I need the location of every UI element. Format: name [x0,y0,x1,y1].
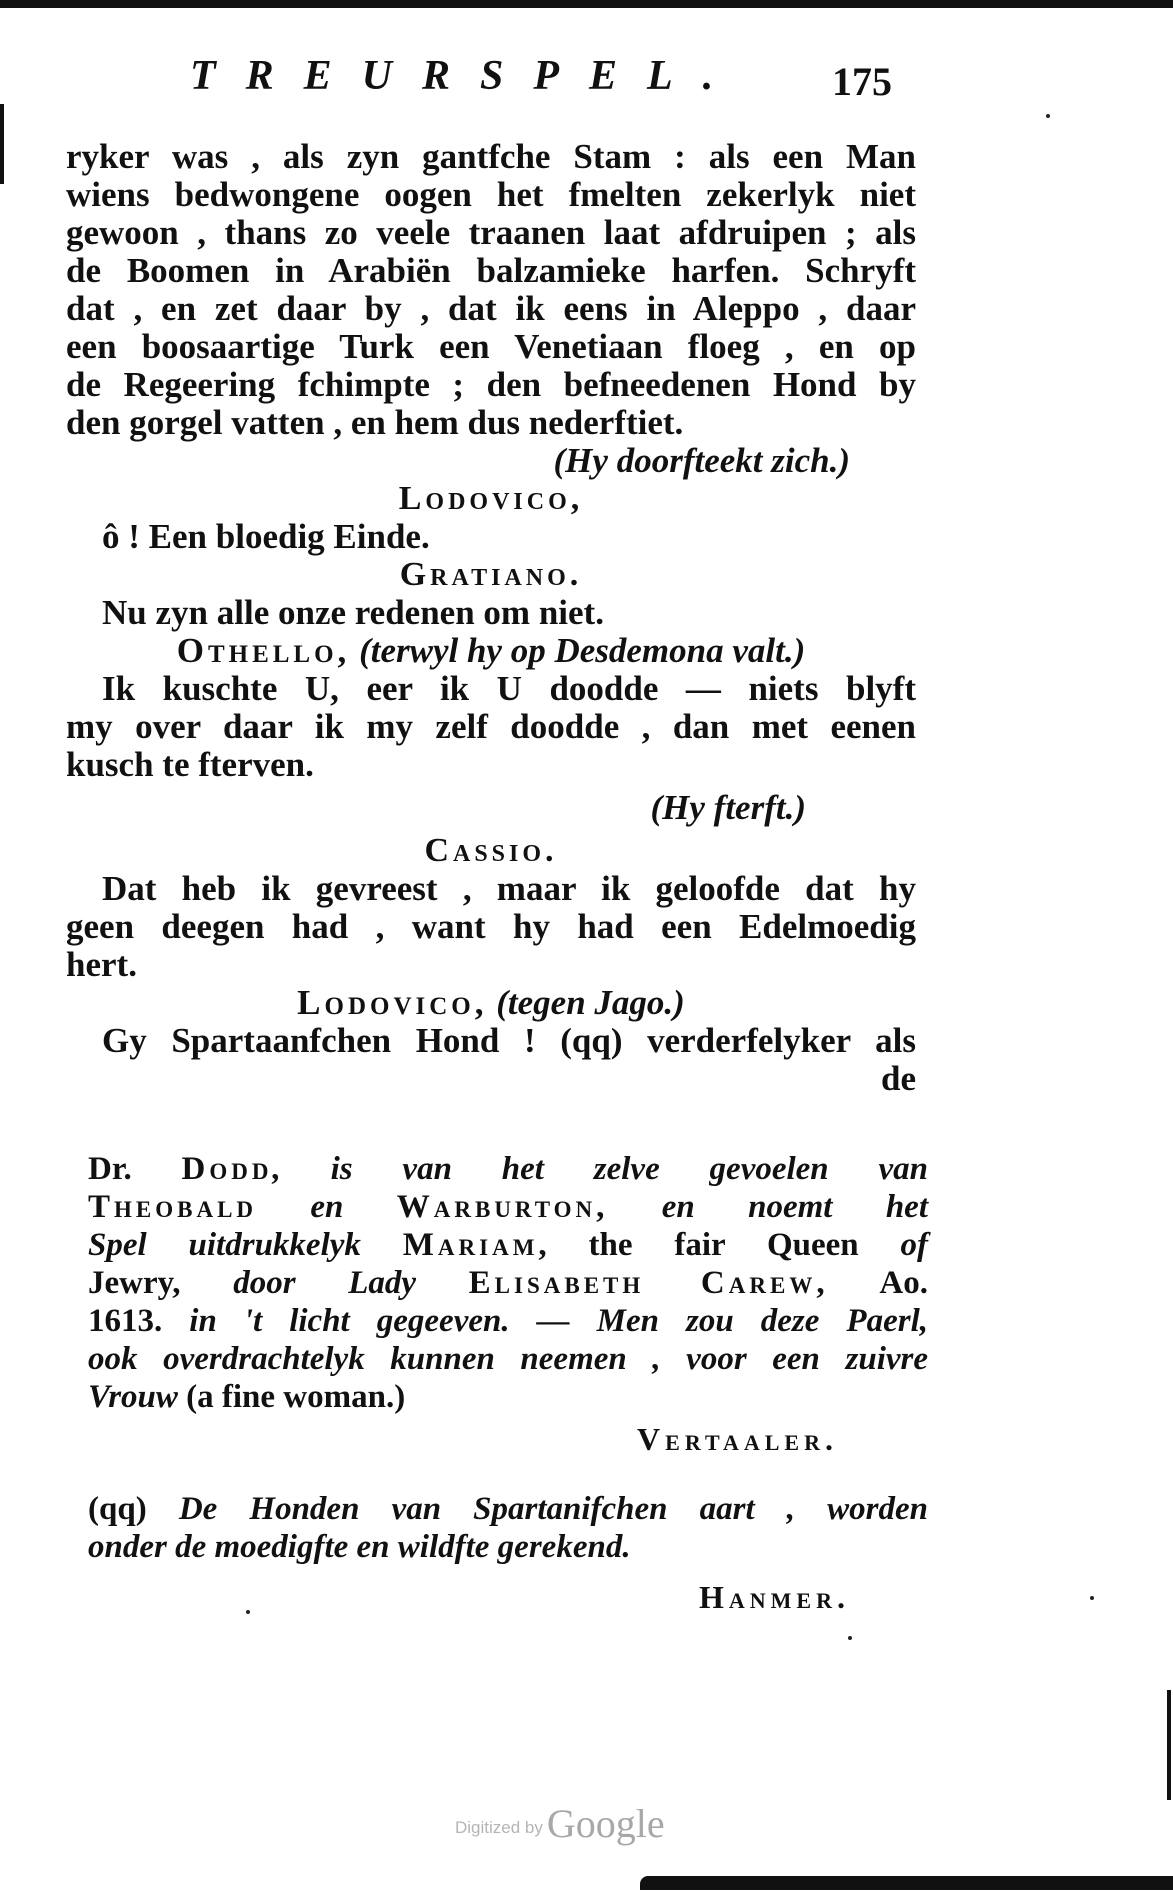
note-line [88,1226,928,1264]
text-line: kusch te fterven. [66,745,314,784]
note-signature: Hanmer. [699,1579,850,1615]
scan-top-edge [0,0,1173,8]
google-logo: Google [546,1801,665,1846]
scan-left-mark [0,104,4,184]
note-text: en noemt het [661,1189,928,1225]
scan-speck [1090,1596,1094,1600]
speaker-line [66,632,916,670]
note-text: Spel uitdrukkelyk [88,1227,361,1263]
scan-speck [1046,114,1050,118]
note-text: of [900,1227,928,1263]
speaker-name: Othello, [176,631,351,670]
text-line: een boosaartige Turk een Venetiaan floeg , en op [66,327,916,366]
text-line: my over daar ik my zelf doodde , dan met eenen [66,707,916,746]
note-text: door Lady [233,1265,417,1301]
text-line: ryker was , als zyn gantfche Stam : als een Man [66,137,916,176]
note-text: , the fair Queen [538,1227,859,1263]
note-line [88,1150,928,1188]
note-name: Theobald [88,1189,258,1225]
catchword: de [881,1059,916,1098]
scan-speck [848,1636,852,1640]
text-line: geen deegen had , want hy had een Edelmoedig [66,907,916,946]
text-line: Dat heb ik gevreest , maar ik geloofde dat hy [102,869,916,908]
text-line: Ik kuschte U, eer ik U doodde — niets blyft [102,669,916,708]
translator-note [88,1150,928,1460]
note-name: Elisabeth Carew, [468,1265,829,1301]
note-text: De Honden van Spartanifchen aart , worden [178,1491,928,1527]
note-text: 1613. [88,1303,163,1339]
note-line [88,1264,928,1302]
note-line: ook overdrachtelyk kunnen neemen , voor een zuivre [88,1341,928,1377]
note-text: Jewry, [88,1265,181,1301]
note-line [88,1302,928,1340]
digitized-watermark [455,1800,665,1847]
note-text: Dr. [88,1151,132,1187]
text-line: Nu zyn alle onze redenen om niet. [102,593,604,632]
note-text: Vrouw [88,1379,178,1415]
text-line: Gy Spartaanfchen Hond ! (qq) verderfelyker als [102,1021,916,1060]
page-number: 175 [832,59,892,104]
text-line: wiens bedwongene oogen het fmelten zekerlyk niet [66,175,916,214]
stage-direction: (Hy fterft.) [650,788,806,827]
note-text: , is van het zelve gevoelen van [272,1151,928,1187]
text-line: gewoon , thans zo veele traanen laat afdruipen ; als [66,213,916,252]
stage-direction: (Hy doorfteekt zich.) [553,441,850,480]
speaker-name: Lodovico, [297,983,488,1022]
text-line: ô ! Een bloedig Einde. [102,517,430,556]
note-line [88,1188,928,1226]
text-line: dat , en zet daar by , dat ik eens in Aleppo , daar [66,289,916,328]
speaker-name: Gratiano. [399,556,583,593]
text-line: hert. [66,945,137,984]
note-signature: Vertaaler. [637,1421,838,1457]
watermark-text: Digitized by [455,1818,543,1837]
note-marker: (qq) [88,1491,147,1527]
note-text: Ao. [879,1265,928,1301]
note-line: onder de moedigfte en wildfte gerekend. [88,1529,631,1565]
stage-direction: (terwyl hy op Desdemona valt.) [359,631,806,670]
scan-bottom-edge [640,1876,1173,1890]
speaker-name: Lodovico, [398,480,584,517]
text-line: de Regeering fchimpte ; den befneedenen Hond by [66,365,916,404]
text-line: de Boomen in Arabiën balzamieke harfen. Schryft [66,251,916,290]
note-text: (a fine woman.) [186,1379,406,1415]
speaker-line [66,984,916,1022]
speaker-name: Cassio. [424,832,558,869]
stage-direction: (tegen Jago.) [496,983,685,1022]
note-line [88,1490,928,1528]
note-line [88,1378,928,1416]
play-text [66,138,916,1098]
hanmer-note [88,1490,928,1618]
scan-right-mark [1167,1690,1171,1800]
running-head: TREURSPEL. [190,53,744,99]
note-name: Warburton, [396,1189,609,1225]
note-name: Dodd [181,1151,273,1187]
scan-speck [246,1610,250,1614]
note-name: Mariam [402,1227,539,1263]
text-line: den gorgel vatten , en hem dus nederftiet. [66,403,684,442]
note-text: en [310,1189,344,1225]
note-text: in 't licht gegeeven. — Men zou deze Paerl, [189,1303,929,1339]
